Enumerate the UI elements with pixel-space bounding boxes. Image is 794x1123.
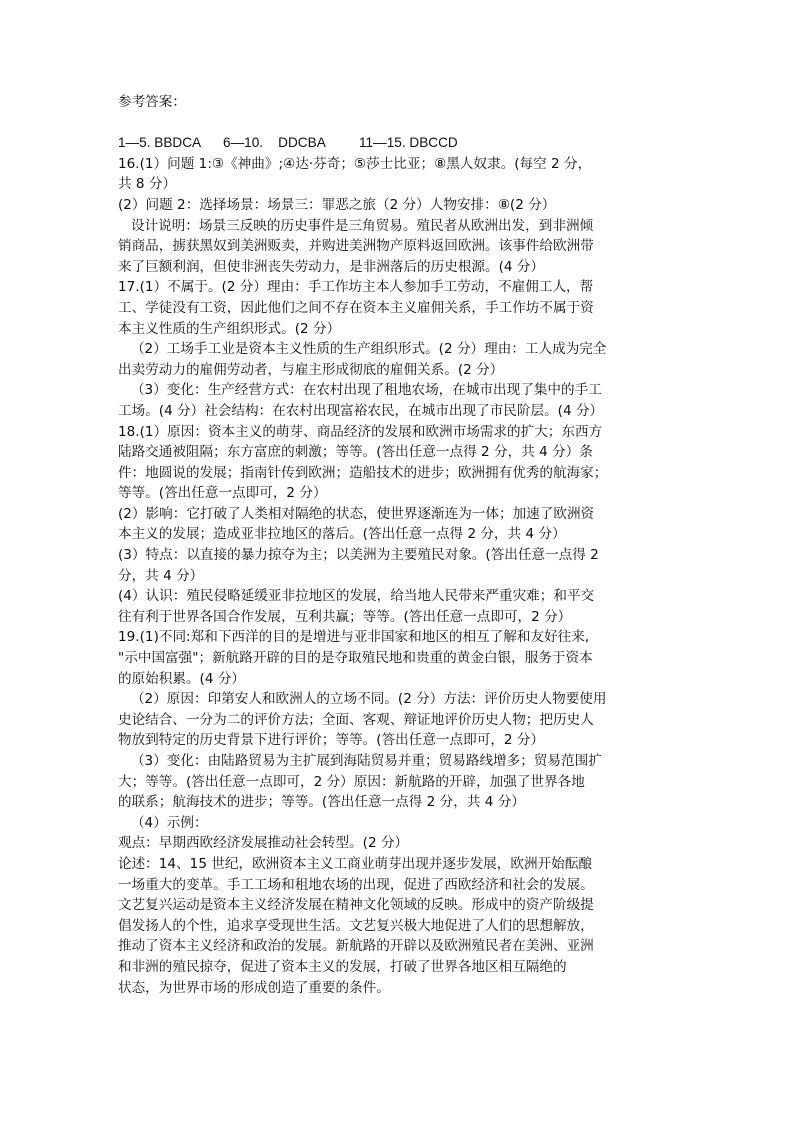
text-line: 工场。(4 分）社会结构：在农村出现富裕农民，在城市出现了市民阶层。(4 分）	[118, 402, 604, 419]
text-line: 16.(1）问题 1:③《神曲》;④达·芬奇；⑤莎士比亚；⑧黑人奴隶。(每空 2 分，	[118, 155, 592, 172]
text-line: （3）变化：生产经营方式：在农村出现了租地农场，在城市出现了集中的手工	[118, 382, 602, 399]
text-line: （2）原因：印第安人和欧洲人的立场不同。(2 分）方法：评价历史人物要使用	[118, 691, 607, 708]
text-line: 状态，为世界市场的形成创造了重要的条件。	[118, 979, 390, 996]
text-line: 出卖劳动力的雇佣劳动者，与雇主形成彻底的雇佣关系。(2 分）	[118, 361, 504, 378]
text-line: 推动了资本主义经济和政治的发展。新航路的开辟以及欧洲殖民者在美洲、亚洲	[118, 938, 594, 955]
answer-document	[118, 92, 678, 998]
text-line: 来了巨额利润，但使非洲丧失劳动力，是非洲落后的历史根源。(4 分）	[118, 258, 545, 275]
text-line: 大；等等。(答出任意一点即可，2 分）原因：新航路的开辟，加强了世界各地	[118, 773, 585, 790]
text-line: 文艺复兴运动是资本主义经济发展在精神文化领域的反映。形成中的资产阶级提	[118, 897, 594, 914]
text-line: 工、学徒没有工资，因此他们之间不存在资本主义雇佣关系，手工作坊不属于资	[118, 299, 594, 316]
text-line: (2）问题 2：选择场景：场景三：罪恶之旅（2 分）人物安排：⑧(2 分）	[118, 196, 556, 213]
text-line: 销商品，掳获黑奴到美洲贩卖，并购进美洲物产原料返回欧洲。该事件给欧洲带	[118, 238, 594, 255]
text-line: 往有利于世界各国合作发展，互利共赢；等等。(答出任意一点即可，2 分）	[118, 608, 572, 625]
text-line: 本主义性质的生产组织形式。(2 分）	[118, 320, 341, 337]
text-line: 设计说明：场景三反映的历史事件是三角贸易。殖民者从欧洲出发，到非洲倾	[118, 217, 594, 234]
text-line: 论述：14、15 世纪，欧洲资本主义工商业萌芽出现并逐步发展，欧洲开始酝酿	[118, 855, 592, 872]
text-line: 的原始积累。(4 分）	[118, 670, 246, 687]
blank-line	[118, 113, 678, 134]
text-line: 倡发扬人的个性，追求享受现世生活。文艺复兴极大地促进了人们的思想解放，	[118, 917, 594, 934]
text-line: 和非洲的殖民掠夺，促进了资本主义的发展，打破了世界各地区相互隔绝的	[118, 958, 567, 975]
choice-answers: 1—5. BBDCA 6—10. DDCBA 11—15. DBCCD	[118, 135, 458, 151]
text-line: 史论结合、一分为二的评价方法；全面、客观、辩证地评价历史人物；把历史人	[118, 711, 594, 728]
text-line: 17.(1）不属于。(2 分）理由：手工作坊主本人参加手工劳动，不雇佣工人，帮	[118, 279, 594, 296]
text-line: 的联系；航海技术的进步；等等。(答出任意一点得 2 分，共 4 分）	[118, 794, 525, 811]
text-line: 观点：早期西欧经济发展推动社会转型。(2 分）	[118, 835, 409, 852]
text-line: "示中国富强"；新航路开辟的目的是夺取殖民地和贵重的黄金白银，服务于资本	[118, 650, 593, 667]
text-line: (4）认识：殖民侵略延缓亚非拉地区的发展，给当地人民带来严重灾难；和平交	[118, 588, 595, 605]
text-line: 等等。(答出任意一点即可，2 分）	[118, 485, 327, 502]
text-line: 18.(1）原因：资本主义的萌芽、商品经济的发展和欧洲市场需求的扩大；东西方	[118, 423, 603, 440]
text-line: 一场重大的变革。手工工场和租地农场的出现，促进了西欧经济和社会的发展。	[118, 876, 594, 893]
text-line: 共 8 分）	[118, 176, 177, 193]
text-line: 物放到特定的历史背景下进行评价；等等。(答出任意一点即可，2 分）	[118, 732, 545, 749]
answer-body	[118, 154, 678, 998]
text-line: (3）特点：以直接的暴力掠夺为主；以美洲为主要殖民对象。(答出任意一点得 2	[118, 547, 599, 564]
text-line: 陆路交通被阻隔；东方富庶的刺激；等等。(答出任意一点得 2 分，共 4 分）条	[118, 444, 593, 461]
text-line: 分，共 4 分）	[118, 567, 204, 584]
text-line: (2）影响：它打破了人类相对隔绝的状态，使世界逐渐连为一体；加速了欧洲资	[118, 505, 595, 522]
text-line: （4）示例：	[118, 814, 208, 831]
text-line: 件：地圆说的发展；指南针传到欧洲；造船技术的进步；欧洲拥有优秀的航海家；	[118, 464, 608, 481]
text-line: 19.(1)不同:郑和下西洋的目的是增进与亚非国家和地区的相互了解和友好往来,	[118, 629, 590, 646]
text-line: （2）工场手工业是资本主义性质的生产组织形式。(2 分）理由：工人成为完全	[118, 341, 607, 358]
text-line: 本主义的发展；造成亚非拉地区的落后。(答出任意一点得 2 分，共 4 分）	[118, 526, 566, 543]
page-title: 参考答案：	[118, 94, 186, 110]
text-line: （3）变化：由陆路贸易为主扩展到海陆贸易并重；贸易路线增多；贸易范围扩	[118, 753, 602, 769]
